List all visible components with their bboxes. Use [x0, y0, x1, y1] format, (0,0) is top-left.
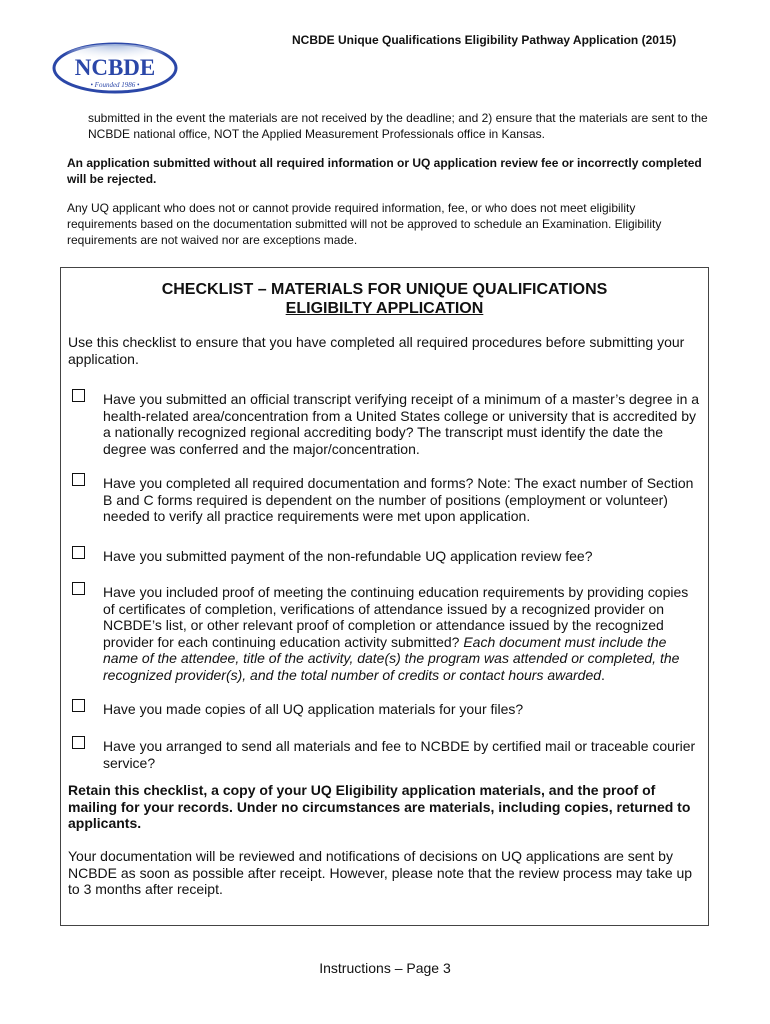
page-footer: Instructions – Page 3: [319, 960, 451, 976]
checklist-title-line2: ELIGIBILTY APPLICATION: [285, 300, 484, 317]
logo-subtext: • Founded 1986 •: [90, 81, 140, 89]
checklist-title-line1: CHECKLIST – MATERIALS FOR UNIQUE QUALIFICATIONS: [161, 281, 608, 298]
checkbox-icon[interactable]: [72, 389, 85, 402]
rejection-warning: An application submitted without all required information or UQ application review fee or incorrectly completed will be rejected.: [67, 156, 702, 186]
checkbox-icon[interactable]: [72, 736, 85, 749]
checklist-item-text-italic: Each document must include the name of the attendee, title of the activity, date(s) the program was attended or completed, the recognized provider(s), and the total number of credits or contact hours awarded: [103, 633, 680, 683]
checkbox-icon[interactable]: [72, 473, 85, 486]
checklist-item-text: Have you made copies of all UQ application materials for your files?: [103, 701, 524, 717]
review-notice: Your documentation will be reviewed and notifications of decisions on UQ applications are sent by NCBDE as soon as possible after receipt. However, please note that the review process may take up to 3 months after receipt.: [68, 848, 693, 897]
checklist-box: [60, 267, 709, 926]
checklist-instructions: Use this checklist to ensure that you have completed all required procedures before submitting your application.: [68, 334, 685, 367]
intro-paragraph: submitted in the event the materials are not received by the deadline; and 2) ensure that the materials are sent to the NCBDE national office, NOT the Applied Measurement Professionals office in Kansas.: [88, 111, 708, 141]
checklist-item-text: Have you submitted an official transcript verifying receipt of a minimum of a master’s degree in a health-related area/concentration from a United States college or university that is accredited by a nationally recognized regional accrediting body? The transcript must identify the date the degree was conferred and the major/concentration.: [103, 391, 700, 457]
checkbox-icon[interactable]: [72, 699, 85, 712]
checklist-item-text: Have you completed all required documentation and forms? Note: The exact number of Section B and C forms required is dependent on the number of positions (employment or volunteer) needed to verify all practice requirements were met upon application.: [103, 475, 694, 524]
ncbde-logo: [52, 42, 178, 94]
eligibility-note: Any UQ applicant who does not or cannot provide required information, fee, or who does not meet eligibility requirements based on the documentation submitted will not be approved to schedule an Examination. Eligibility requirements are not waived nor are exceptions made.: [67, 201, 662, 247]
retain-notice: Retain this checklist, a copy of your UQ Eligibility application materials, and the proof of mailing for your records. Under no circumstances are materials, including copies, returned to applicants.: [68, 782, 691, 831]
checkbox-icon[interactable]: [72, 546, 85, 559]
checklist-item-text: Have you submitted payment of the non-refundable UQ application review fee?: [103, 548, 593, 564]
checklist-item-text: Have you included proof of meeting the continuing education requirements by providing copies of certificates of completion, verifications of attendance issued by a recognized provider on NCBDE’s list, or other relevant proof of completion or attendance issued by the recognized provider for each continuing education activity submitted? Each document must include the name of the attendee, title of the activity, date(s) the program was attended or completed, the recognized provider(s), and the total number of credits or contact hours awarded.: [103, 584, 689, 683]
checkbox-icon[interactable]: [72, 582, 85, 595]
checklist-item-text-plain: Have you included proof of meeting the continuing education requirements by providing copies of certificates of completion, verifications of attendance issued by a recognized provider on NCBDE’s list, or other relevant proof of completion or attendance issued by the recognized provider for each continuing education activity submitted?: [103, 584, 689, 650]
logo-text: NCBDE: [74, 55, 156, 80]
document-header-title: NCBDE Unique Qualifications Eligibility Pathway Application (2015): [292, 33, 677, 47]
checklist-item-text: Have you arranged to send all materials and fee to NCBDE by certified mail or traceable courier service?: [103, 738, 696, 771]
